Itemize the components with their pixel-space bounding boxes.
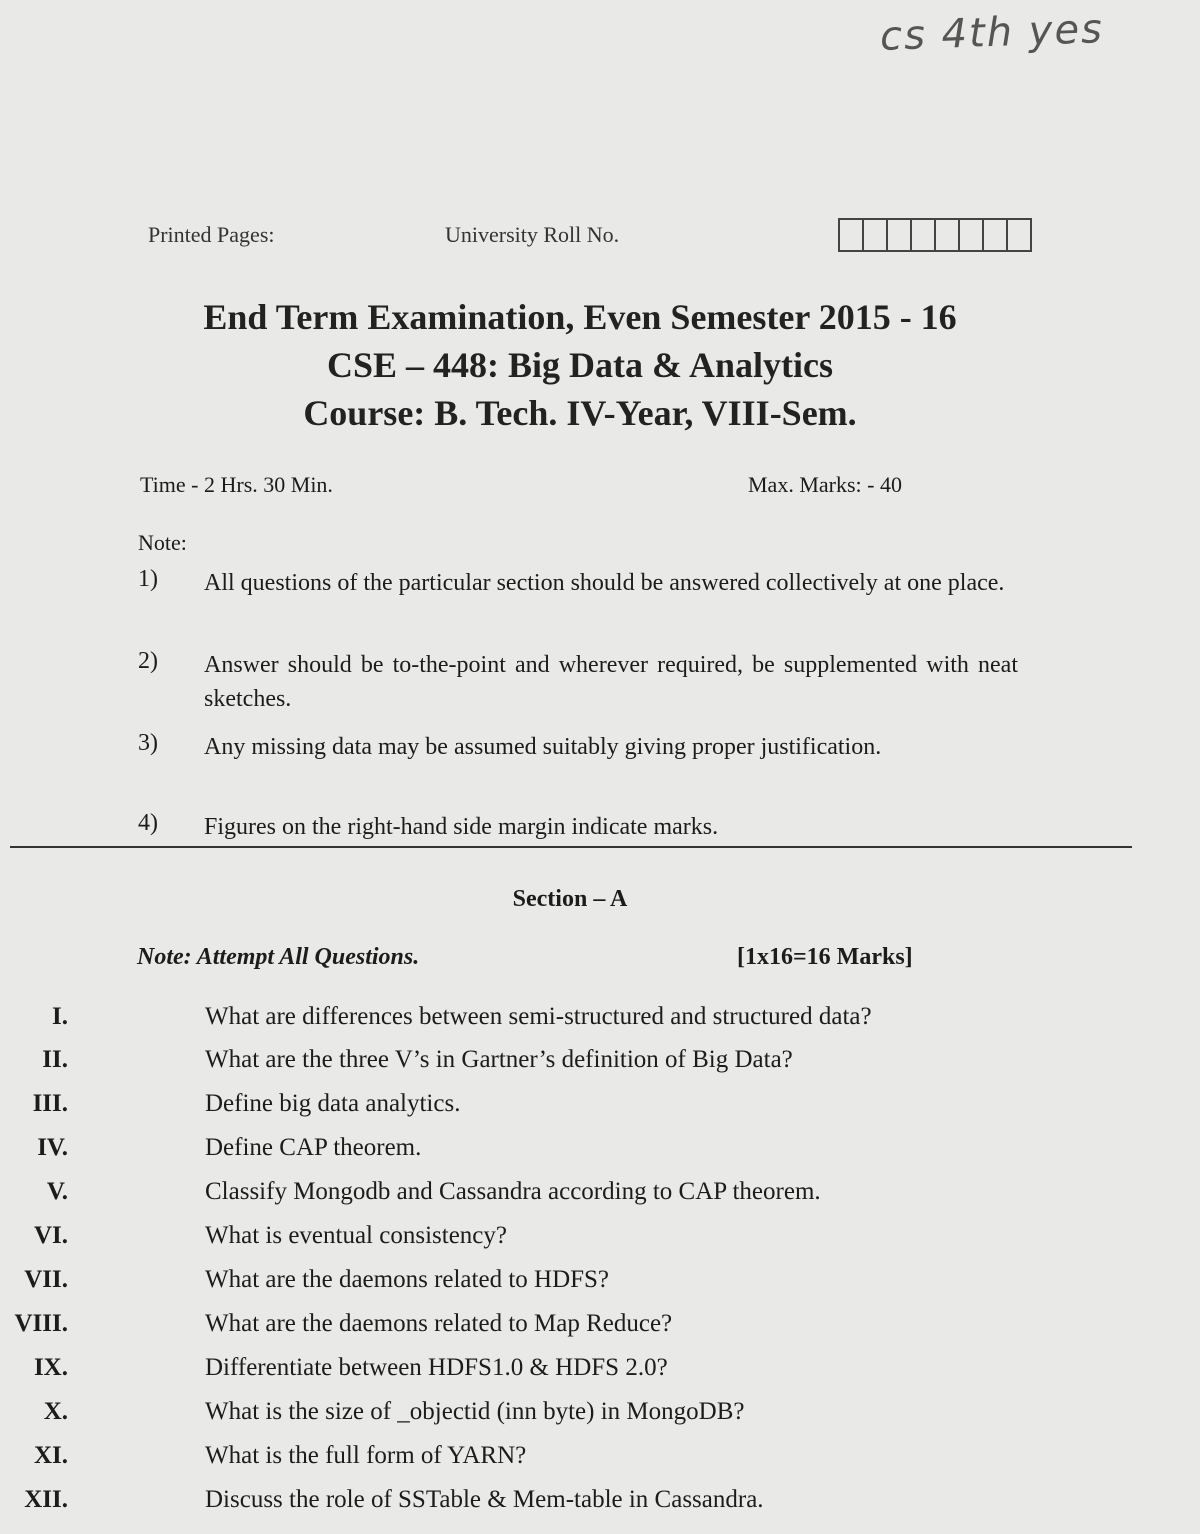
section-a-title: Section – A — [512, 886, 628, 912]
question-text: What is eventual consistency? — [205, 1222, 507, 1249]
question-number: V. — [46, 1178, 68, 1205]
question-row — [0, 1178, 1100, 1218]
question-number: I. — [52, 1003, 68, 1030]
note-item-number: 1) — [138, 566, 158, 592]
question-row — [0, 1442, 1100, 1482]
question-row — [0, 1310, 1100, 1350]
question-text: What are differences between semi-structured and structured data? — [205, 1003, 872, 1030]
question-row — [0, 1134, 1100, 1174]
roll-box — [862, 218, 888, 252]
handwritten-note: cs 4th yes — [879, 6, 1105, 60]
question-text: What are the daemons related to Map Reduce? — [205, 1310, 673, 1337]
question-row — [0, 1486, 1100, 1526]
note-item-text: Answer should be to-the-point and wherever required, be supplemented with neat sketches. — [204, 652, 1018, 712]
question-text: What is the size of _objectid (inn byte) in MongoDB? — [205, 1398, 745, 1425]
question-number: XII. — [24, 1486, 68, 1513]
roll-box — [838, 218, 864, 252]
max-marks: Max. Marks: - 40 — [748, 472, 902, 497]
roll-box — [982, 218, 1008, 252]
exam-title: End Term Examination, Even Semester 2015 - 16 — [203, 297, 957, 337]
question-number: VI. — [33, 1222, 68, 1249]
question-text: What are the daemons related to HDFS? — [205, 1266, 610, 1293]
divider-line — [10, 846, 1132, 848]
question-row — [0, 1354, 1100, 1394]
question-number: II. — [42, 1046, 68, 1073]
note-item-text: Figures on the right-hand side margin indicate marks. — [204, 814, 719, 840]
course-title: Course: B. Tech. IV-Year, VIII-Sem. — [303, 393, 857, 433]
note-item-text: All questions of the particular section should be answered collectively at one place. — [204, 570, 1005, 596]
note-item-text: Any missing data may be assumed suitably giving proper justification. — [204, 734, 882, 760]
question-text: Classify Mongodb and Cassandra according to CAP theorem. — [205, 1178, 821, 1205]
time-allowed: Time - 2 Hrs. 30 Min. — [140, 472, 333, 497]
roll-box — [934, 218, 960, 252]
note-item-number: 3) — [138, 730, 158, 756]
roll-no-label: University Roll No. — [445, 222, 620, 247]
roll-box — [1006, 218, 1032, 252]
roll-box — [910, 218, 936, 252]
section-a-note: Note: Attempt All Questions. — [137, 944, 420, 970]
note-label: Note: — [138, 530, 187, 555]
question-text: Define big data analytics. — [205, 1090, 461, 1117]
question-text: Define CAP theorem. — [205, 1134, 422, 1161]
question-number: VII. — [24, 1266, 68, 1293]
question-number: XI. — [33, 1442, 68, 1469]
question-number: IV. — [37, 1134, 68, 1161]
roll-box — [886, 218, 912, 252]
question-number: IX. — [33, 1354, 68, 1381]
printed-pages-label: Printed Pages: — [148, 222, 275, 247]
question-text: Discuss the role of SSTable & Mem-table in Cassandra. — [205, 1486, 764, 1513]
roll-no-boxes — [838, 218, 1030, 252]
course-code-title: CSE – 448: Big Data & Analytics — [326, 345, 834, 385]
question-text: What are the three V’s in Gartner’s definition of Big Data? — [205, 1046, 793, 1073]
question-text: Differentiate between HDFS1.0 & HDFS 2.0? — [205, 1354, 668, 1381]
note-item-number: 2) — [138, 648, 158, 674]
question-row — [0, 1398, 1100, 1438]
roll-box — [958, 218, 984, 252]
question-number: VIII. — [14, 1310, 68, 1337]
question-number: III. — [32, 1090, 68, 1117]
section-a-marks: [1x16=16 Marks] — [737, 944, 913, 970]
question-number: X. — [43, 1398, 68, 1425]
note-item-number: 4) — [138, 810, 158, 836]
question-row — [0, 1046, 1100, 1086]
question-row — [0, 1090, 1100, 1130]
question-row — [0, 1003, 1100, 1043]
question-text: What is the full form of YARN? — [205, 1442, 527, 1469]
question-row — [0, 1222, 1100, 1262]
question-row — [0, 1266, 1100, 1306]
